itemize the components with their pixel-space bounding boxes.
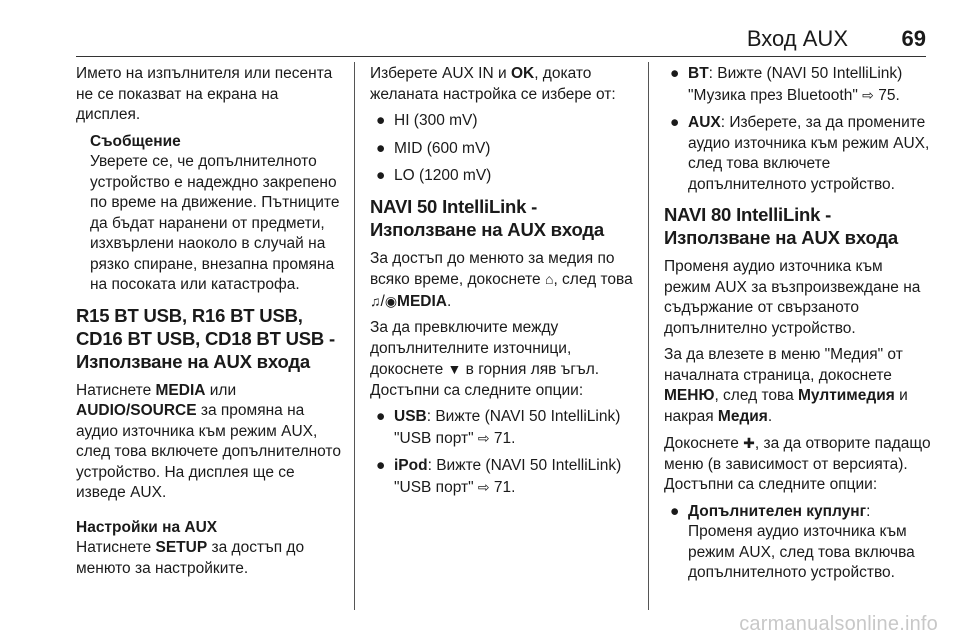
list-item [664, 64, 932, 106]
list-item [664, 113, 932, 195]
text: 71. [489, 478, 516, 496]
text: Натиснете [76, 539, 156, 556]
page-reference-icon: ⇨ [862, 86, 874, 103]
text: 71. [489, 429, 516, 447]
watermark: carmanualsonline.info [739, 613, 938, 635]
navi80-intro-paragraph: Променя аудио източника към режим AUX за възпроизвеждане на съдържание от свързаното допълнително устройство. [664, 258, 921, 337]
text: , докато желаната настройка се избере от: [370, 65, 616, 103]
text: , след това [553, 271, 633, 288]
text: : Променя аудио източника към режим AUX, след това включва допълнителното устройство. [688, 502, 915, 581]
option-text: MID (600 mV) [394, 139, 491, 157]
column-divider-2 [648, 62, 649, 610]
text: , след това [714, 387, 799, 404]
triangle-down-icon: ▼ [447, 361, 462, 377]
text: , за да отворите падащо меню (в зависимост от версията). Достъпни са следните опции: [664, 435, 931, 493]
text: Докоснете [664, 435, 744, 452]
level-options-list [370, 111, 640, 187]
dropdown-paragraph [664, 433, 932, 496]
list-item [664, 502, 932, 584]
bullet: ● [376, 139, 386, 157]
header-divider [76, 56, 926, 57]
text: За да влезете в меню "Медия" от началната страница, докоснете [664, 346, 903, 384]
home-icon: ⌂ [544, 271, 554, 287]
usb-label: USB [394, 408, 427, 425]
list-item [370, 111, 640, 132]
text: в горния ляв ъгъл. Достъпни са следните опции: [370, 361, 600, 399]
page-header [0, 0, 960, 52]
setup-key-label: SETUP [155, 539, 208, 556]
text: . [446, 292, 452, 310]
bullet: ● [670, 502, 680, 520]
setup-paragraph [76, 538, 341, 579]
text: 75. [873, 86, 900, 104]
text: / [380, 292, 385, 310]
safety-note [76, 132, 341, 296]
column-2 [370, 64, 640, 505]
aux-settings-heading: Настройки на AUX [76, 518, 218, 536]
text: за промяна на аудио източника към режим AUX, след това включете допълнителното устройство. На дисплея ще се изведе AUX. [76, 402, 341, 501]
ok-key-label: OK [510, 65, 535, 82]
aux-connector-label: Допълнителен куплунг [688, 502, 867, 520]
dropdown-options-list [664, 502, 932, 584]
media-access-paragraph [370, 249, 640, 313]
source-options-list-cont [664, 64, 932, 195]
media-label: MEDIA [397, 292, 447, 310]
media-icon: ◉ [384, 292, 398, 309]
section-heading-navi80: NAVI 80 IntelliLink - Използване на AUX входа [664, 204, 898, 248]
section-heading-r15: R15 BT USB, R16 BT USB, CD16 BT USB, CD18 BT USB - Използване на AUX входа [76, 304, 335, 372]
list-item [370, 139, 640, 160]
section-heading-navi50: NAVI 50 IntelliLink - Използване на AUX входа [370, 195, 604, 240]
bullet: ● [670, 65, 680, 82]
bt-label: BT [688, 65, 709, 82]
column-3 [664, 64, 932, 591]
audio-source-key-label: AUDIO/SOURCE [76, 402, 197, 419]
column-divider-1 [354, 62, 355, 610]
text: за достъп до менюто за настройките. [76, 539, 305, 577]
bullet: ● [670, 114, 680, 131]
text: За да превключите между допълнителните източници, докоснете [370, 319, 572, 378]
text: : Вижте (NAVI 50 IntelliLink) "USB порт" [394, 408, 621, 447]
note-title: Съобщение [90, 132, 181, 150]
source-options-list [370, 407, 640, 498]
menu-label: МЕНЮ [664, 387, 715, 404]
switch-source-paragraph [370, 318, 640, 401]
text: За достъп до менюто за медия по всяко време, докоснете [370, 249, 615, 288]
list-item [370, 166, 640, 187]
page-reference-icon: ⇨ [477, 478, 490, 495]
music-icon: ♫ [370, 292, 381, 309]
text: . [767, 407, 773, 425]
ipod-label: iPod [394, 457, 428, 474]
plus-icon: ✚ [743, 435, 755, 451]
list-item [370, 456, 640, 498]
option-text: HI (300 mV) [394, 112, 478, 129]
text: : Вижте (NAVI 50 IntelliLink) "Музика през Bluetooth" [688, 65, 903, 104]
page-number: 69 [901, 26, 926, 51]
text: и накрая [664, 387, 908, 425]
media-menu-paragraph [664, 345, 932, 427]
select-paragraph [370, 64, 640, 105]
aux-label: AUX [688, 114, 721, 131]
bullet: ● [376, 167, 386, 184]
bullet: ● [376, 408, 386, 425]
column-1 [76, 64, 341, 585]
note-text: Уверете се, че допълнителното устройство е надеждно закрепено по време на движение. Пътниците да бъдат наранени от предмети, изхвърлени наоколо в случай на рязко спиране, внезапна промяна на посоката или катастрофа. [90, 153, 340, 293]
bullet: ● [376, 457, 386, 474]
text: Натиснете [76, 381, 156, 399]
page-title: Вход AUX [746, 26, 848, 51]
text: : Вижте (NAVI 50 IntelliLink) "USB порт" [394, 457, 622, 496]
aux-instructions-paragraph [76, 381, 341, 504]
text: Изберете AUX IN и [370, 65, 511, 82]
multimedia-label: Мултимедия [798, 387, 895, 404]
option-text: LO (1200 mV) [394, 167, 492, 184]
list-item [370, 407, 640, 449]
intro-paragraph: Името на изпълнителя или песента не се показват на екрана на дисплея. [76, 65, 333, 123]
text: или [205, 381, 237, 399]
page-reference-icon: ⇨ [477, 429, 490, 446]
media-label: Медия [717, 407, 768, 425]
bullet: ● [376, 112, 386, 129]
text: : Изберете, за да промените аудио източника към режим AUX, след това включете допълнителното устройство. [688, 114, 930, 193]
media-key-label: MEDIA [155, 381, 206, 399]
